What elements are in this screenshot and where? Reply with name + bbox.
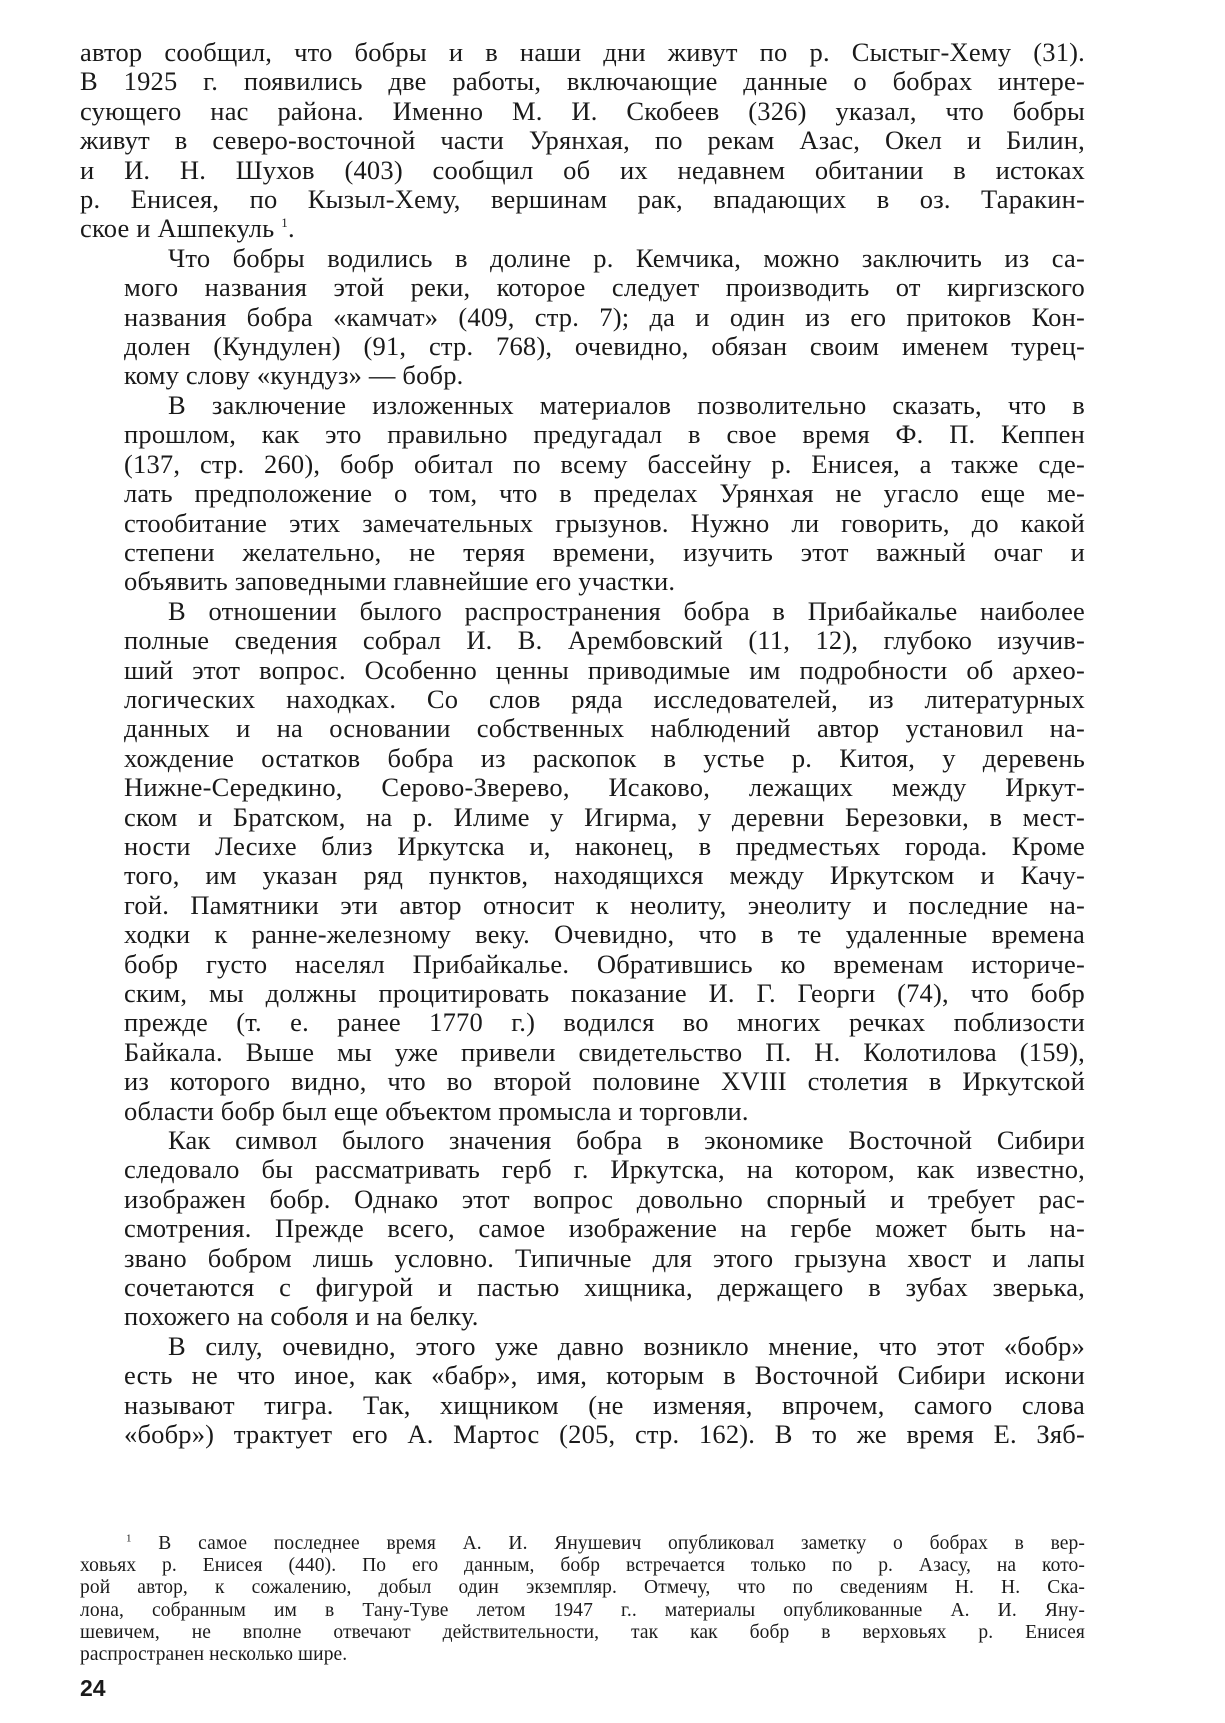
footnote-line: распространен несколько шире. — [80, 1644, 348, 1666]
text-line: и И. Н. Шухов (403) сообщил об их недавнем обитании в истоках — [80, 154, 1085, 185]
paragraph — [80, 244, 1085, 391]
text-line: Как символ былого значения бобра в экономике Восточной Сибири — [168, 1125, 1085, 1156]
text-line: прошлом, как это правильно предугадал в свое время Ф. П. Кеппен — [124, 419, 1085, 450]
text-line: лать предположение о том, что в пределах Урянхая не угасло еще ме- — [124, 478, 1085, 509]
page-body — [80, 38, 1085, 1450]
text-line: стообитание этих замечательных грызунов. Нужно ли говорить, до какой — [124, 507, 1085, 538]
text-line: В силу, очевидно, этого уже давно возникло мнение, что этот «бобр» — [168, 1330, 1085, 1361]
footnote — [80, 1533, 1085, 1666]
text-line: Что бобры водились в долине р. Кемчика, можно заключить из са- — [168, 242, 1085, 273]
footnote-text: В самое последнее время А. И. Янушевич опубликовал заметку о бобрах в вер- — [131, 1533, 1085, 1554]
text-line: мого названия этой реки, которое следует производить от киргизского — [124, 272, 1085, 303]
footnote-line: лона, собранным им в Тану-Туве летом 1947 г.. материалы опубликованные А. И. Яну- — [80, 1599, 1085, 1621]
text-line: звано бобром лишь условно. Типичные для этого грызуна хвост и лапы — [124, 1242, 1085, 1273]
text-line: бобр густо населял Прибайкалье. Обратившись ко временам историче- — [124, 948, 1085, 979]
text-line: из которого видно, что во второй половине XVIII столетия в Иркутской — [124, 1066, 1085, 1097]
text-line: прежде (т. е. ранее 1770 г.) водился во многих речках поблизости — [124, 1007, 1085, 1038]
text-line: похожего на соболя и на белку. — [124, 1301, 479, 1332]
text-line: р. Енисея, по Кызыл-Хему, вершинам рак, впадающих в оз. Таракин- — [80, 184, 1085, 215]
text-line: В отношении былого распространения бобра в Прибайкалье наиболее — [168, 595, 1085, 626]
text-line: того, им указан ряд пунктов, находящихся между Иркутском и Качу- — [124, 860, 1085, 891]
text-line: живут в северо-восточной части Урянхая, по рекам Азас, Окел и Билин, — [80, 125, 1085, 156]
text-line: ское и Ашпекуль $^1$. — [80, 213, 295, 244]
paragraph — [80, 597, 1085, 1126]
text-line: кому слову «кундуз» — бобр. — [124, 360, 464, 391]
text-line: В заключение изложенных материалов позволительно сказать, что в — [168, 389, 1085, 420]
text-line: Байкала. Выше мы уже привели свидетельство П. Н. Колотилова (159), — [124, 1036, 1085, 1067]
paragraph — [80, 391, 1085, 597]
text-line: ший этот вопрос. Особенно ценны приводимые им подробности об архео- — [124, 654, 1085, 685]
text-line: долен (Кундулен) (91, стр. 768), очевидно, обязан своим именем турец- — [124, 331, 1085, 362]
paragraph — [80, 38, 1085, 244]
text-line: объявить заповедными главнейшие его участки. — [124, 566, 676, 597]
paragraph — [80, 1332, 1085, 1450]
text-line: ском и Братском, на р. Илиме у Игирма, у деревни Березовки, в мест- — [124, 801, 1085, 832]
text-line: автор сообщил, что бобры и в наши дни живут по р. Сыстыг-Хему (31). — [80, 37, 1085, 67]
text-line: названия бобра «камчат» (409, стр. 7); да и один из его притоков Кон- — [124, 301, 1085, 332]
paragraph — [80, 1126, 1085, 1332]
text-line: смотрения. Прежде всего, самое изображение на гербе может быть на- — [124, 1213, 1085, 1244]
text-line: называют тигра. Так, хищником (не изменяя, впрочем, самого слова — [124, 1389, 1085, 1420]
text-line: изображен бобр. Однако этот вопрос довольно спорный и требует рас- — [124, 1183, 1085, 1214]
footnote-line — [80, 1533, 1085, 1555]
text-line: Нижне-Середкино, Серово-Зверево, Исаково, лежащих между Иркут- — [124, 772, 1085, 803]
text-line: степени желательно, не теряя времени, изучить этот важный очаг и — [124, 536, 1085, 567]
text-line: сующего нас района. Именно М. И. Скобеев (326) указал, что бобры — [80, 95, 1085, 126]
footnote-line: ховьях р. Енисея (440). По его данным, бобр встречается только по р. Азасу, на кото- — [80, 1555, 1085, 1577]
text-line: есть не что иное, как «бабр», имя, которым в Восточной Сибири искони — [124, 1360, 1085, 1391]
footnote-line: шевичем, не вполне отвечают действительности, так как бобр в верховьях р. Енисея — [80, 1621, 1085, 1643]
text-line: (137, стр. 260), бобр обитал по всему бассейну р. Енисея, а также сде- — [124, 448, 1085, 479]
text-line: «бобр») трактует его А. Мартос (205, стр. 162). В то же время Е. Зяб- — [124, 1419, 1085, 1450]
text-line: области бобр был еще объектом промысла и торговли. — [124, 1095, 749, 1126]
footnote-mark[interactable]: 1 — [281, 215, 288, 231]
footnote-line: рой автор, к сожалению, добыл один экземпляр. Отмечу, что по сведениям Н. Н. Ска- — [80, 1577, 1085, 1599]
text-line: данных и на основании собственных наблюдений автор установил на- — [124, 713, 1085, 744]
text-line: следовало бы рассматривать герб г. Иркутска, на котором, как известно, — [124, 1154, 1085, 1185]
text-line: ности Лесихе близ Иркутска и, наконец, в предместьях города. Кроме — [124, 830, 1085, 861]
text-line: ходки к ранне-железному веку. Очевидно, что в те удаленные времена — [124, 919, 1085, 950]
page-number: 24 — [80, 1675, 106, 1701]
text-line: полные сведения собрал И. В. Арембовский (11, 12), глубоко изучив- — [124, 625, 1085, 656]
text-line: ским, мы должны процитировать показание И. Г. Георги (74), что бобр — [124, 978, 1085, 1008]
text-line: логических находках. Со слов ряда исследователей, из литературных — [124, 683, 1085, 714]
footnote-number: 1 — [126, 1532, 132, 1545]
punctuation: . — [287, 213, 295, 244]
text-line: хождение остатков бобра из раскопок в устье р. Китоя, у деревень — [124, 742, 1085, 773]
text-line: сочетаются с фигурой и пастью хищника, держащего в зубах зверька, — [124, 1272, 1085, 1303]
text-line: В 1925 г. появились две работы, включающие данные о бобрах интере- — [80, 66, 1085, 97]
text-line: гой. Памятники эти автор относит к неолиту, энеолиту и последние на- — [124, 889, 1085, 920]
